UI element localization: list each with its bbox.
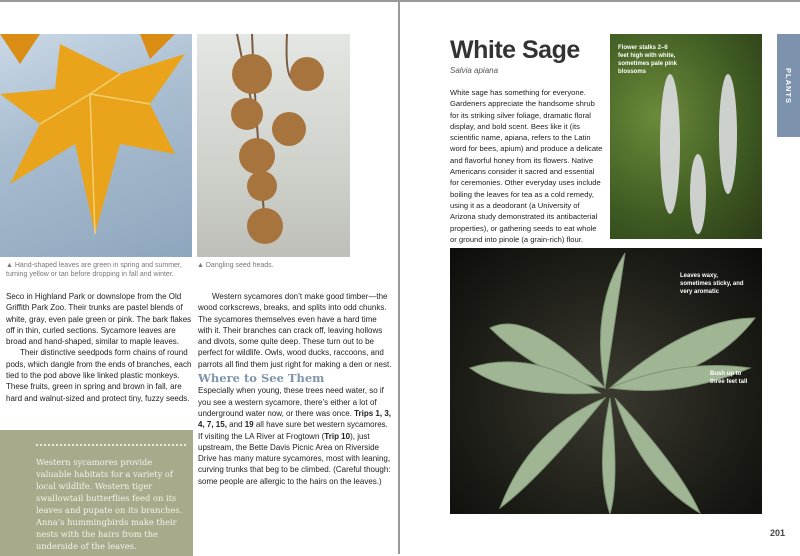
- latin-name: Salvia apiana: [450, 66, 499, 75]
- seed-photo-caption: ▲ Dangling seed heads.: [197, 262, 274, 269]
- left-page: [0, 0, 400, 554]
- body-paragraph: Their distinctive seedpods form chains of round pods, which dangle from the ends of branches, each tied to the pod above like linked plastic monkeys. These fruits, green in spring and brown in fall, are hard and walnut-sized and protect tiny, fuzzy seeds.: [6, 348, 192, 403]
- sycamore-leaf-photo: [0, 34, 192, 257]
- page-title: White Sage: [450, 36, 580, 64]
- body-column-2: [198, 291, 393, 487]
- bush-annotation: Bush up to three feet tall: [710, 371, 748, 385]
- section-tab-plants[interactable]: PLANTS: [777, 34, 800, 137]
- wildlife-sidebar: [0, 430, 193, 556]
- page-number: 201: [770, 528, 786, 538]
- leaves-annotation: Leaves waxy, sometimes sticky, and very aromatic: [680, 273, 744, 295]
- dotted-divider: [36, 444, 186, 446]
- white-sage-flower-photo: [610, 34, 762, 239]
- right-page: [400, 0, 800, 554]
- sycamore-seed-photo: [197, 34, 350, 257]
- where-paragraph: Especially when young, these trees need water, so if you see a western sycamore, there’s either a lot of underground water now, or there was once. Trips 1, 3, 4, 7, 15, and 19 all have sure bet western sycamores. If visiting the LA River at Frogtown (Trip 10), just upstream, the Bette Davis Picnic Area on Riverside Drive has many mature sycamores, most with leaning, curving trunks that beg to be climbed. (Careful though: some people are allergic to the hairs on the leaves.): [198, 386, 391, 486]
- where-to-see-heading: Where to See Them: [198, 371, 325, 386]
- flower-annotation: Flower stalks 2–6 feet high with white, sometimes pale pink blossoms: [618, 45, 678, 75]
- body-column-1: [6, 291, 192, 404]
- body-paragraph: Western sycamores don’t make good timber—the wood corkscrews, breaks, and splits into odd chunks. The sycamores themselves even have a hard time with it. Their branches can crack off, leaving hollows and divots, some quite deep. These turn out to be perfect for wildlife. Owls, wood ducks, raccoons, and parrots all find them just right for making a den or nest.: [198, 292, 392, 369]
- sidebar-text: Western sycamores provide valuable habitats for a variety of local wildlife. Western tiger swallowtail butterflies feed on its leaves and pupate on its branches. Anna’s hummingbirds make their nests with the hairs from the underside of the leaves.: [36, 457, 183, 551]
- white-sage-bush-photo: [450, 248, 762, 514]
- intro-paragraph: White sage has something for everyone. Gardeners appreciate the handsome shrub for its striking silver foliage, dramatic floral display, and bold scent. Bees like it (its scientific name, apiana, refers to the Latin word for bees, apium) and produce a delicate and flavorful honey from its flowers. Native Americans consider it sacred and essential for ceremonies. Other everyday uses include boiling the leaves for tea as a cold remedy, using it as a deodorant (a University of Arizona study demonstrated its antibacterial properties), or gathering seeds to eat whole or ground into pinole (a grain-rich) flour.: [450, 88, 603, 244]
- body-paragraph: Seco in Highland Park or downslope from the Old Griffith Park Zoo. Their trunks are pastel blends of white, gray, even pale green or pink. The bark flakes off in thin, curled sections. Sycamore leaves are broad and hand-shaped, similar to maple leaves.: [6, 292, 192, 347]
- leaf-photo-caption: ▲ Hand-shaped leaves are green in spring and summer, turning yellow or tan before dropping in fall and winter.: [6, 262, 182, 278]
